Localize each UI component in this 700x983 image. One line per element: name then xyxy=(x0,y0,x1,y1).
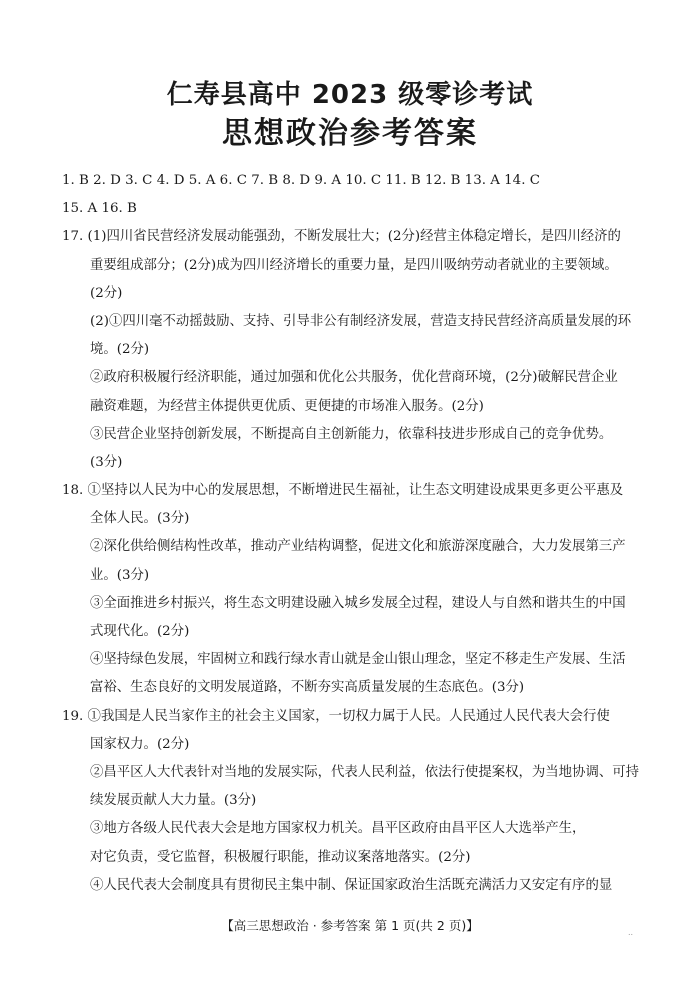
q19-line: 19. ①我国是人民当家作主的社会主义国家，一切权力属于人民。人民通过人民代表大会行使 xyxy=(62,708,610,724)
answer-content xyxy=(62,167,642,900)
q18-line: 18. ①坚持以人民为中心的发展思想，不断增进民生福祉，让生态文明建设成果更多更公平惠及 xyxy=(62,483,624,499)
q17-line: 境。(2分) xyxy=(90,342,150,358)
q18-line: 式现代化。(2分) xyxy=(90,624,190,639)
q17-line: 17. (1)四川省民营经济发展动能强劲，不断发展壮大；(2分)经营主体稳定增长，是四川经济的 xyxy=(62,229,621,245)
document-subtitle: 思想政治参考答案 xyxy=(222,116,478,151)
q18-line: ②深化供给侧结构性改革，推动产业结构调整，促进文化和旅游深度融合，大力发展第三产 xyxy=(90,539,626,555)
footer-mark: .. xyxy=(628,928,634,937)
q17-line: ③民营企业坚持创新发展，不断提高自主创新能力，依靠科技进步形成自己的竞争优势。 xyxy=(90,426,613,442)
q19-line: 续发展贡献人大力量。(3分) xyxy=(90,793,257,809)
q17-line: (3分) xyxy=(90,454,123,470)
q17-line: ②政府积极履行经济职能，通过加强和优化公共服务，优化营商环境，(2分)破解民营企业 xyxy=(90,370,618,386)
q18-line: 业。(3分) xyxy=(90,567,150,583)
q17-line: (2)①四川毫不动摇鼓励、支持、引导非公有制经济发展，营造支持民营经济高质量发展的环 xyxy=(90,313,632,329)
q19-line: ③地方各级人民代表大会是地方国家权力机关。昌平区政府由昌平区人大选举产生， xyxy=(90,821,586,837)
q18-line: 富裕、生态良好的文明发展道路，不断夯实高质量发展的生态底色。(3分) xyxy=(90,680,525,696)
exam-title: 仁寿县高中 2023 级零诊考试 xyxy=(166,80,534,110)
q19-line: ④人民代表大会制度具有贯彻民主集中制、保证国家政治生活既充满活力又安定有序的显 xyxy=(90,877,613,893)
q19-line: 对它负责，受它监督，积极履行职能，推动议案落地落实。(2分) xyxy=(90,849,471,865)
q17-line: 融资难题，为经营主体提供更优质、更便捷的市场准入服务。(2分) xyxy=(90,398,484,414)
q18-line: ④坚持绿色发展，牢固树立和践行绿水青山就是金山银山理念，坚定不移走生产发展、生活 xyxy=(90,652,626,668)
choice-answers-line-1: 1. B 2. D 3. C 4. D 5. A 6. C 7. B 8. D 9. A 10. C 11. B 12. B 13. A 14. C xyxy=(62,173,540,188)
q17-line: (2分) xyxy=(90,285,123,301)
choice-answers-line-2: 15. A 16. B xyxy=(62,201,137,217)
page-footer: 【高三思想政治 · 参考答案 第 1 页(共 2 页)】 xyxy=(221,918,479,933)
q19-line: 国家权力。(2分) xyxy=(90,736,190,752)
q19-line: ②昌平区人大代表针对当地的发展实际，代表人民利益，依法行使提案权，为当地协调、可持 xyxy=(90,764,640,780)
q17-line: 重要组成部分；(2分)成为四川经济增长的重要力量，是四川吸纳劳动者就业的主要领域。 xyxy=(90,257,618,273)
q18-line: ③全面推进乡村振兴，将生态文明建设融入城乡发展全过程，建设人与自然和谐共生的中国 xyxy=(90,595,626,611)
q18-line: 全体人民。(3分) xyxy=(90,511,190,527)
